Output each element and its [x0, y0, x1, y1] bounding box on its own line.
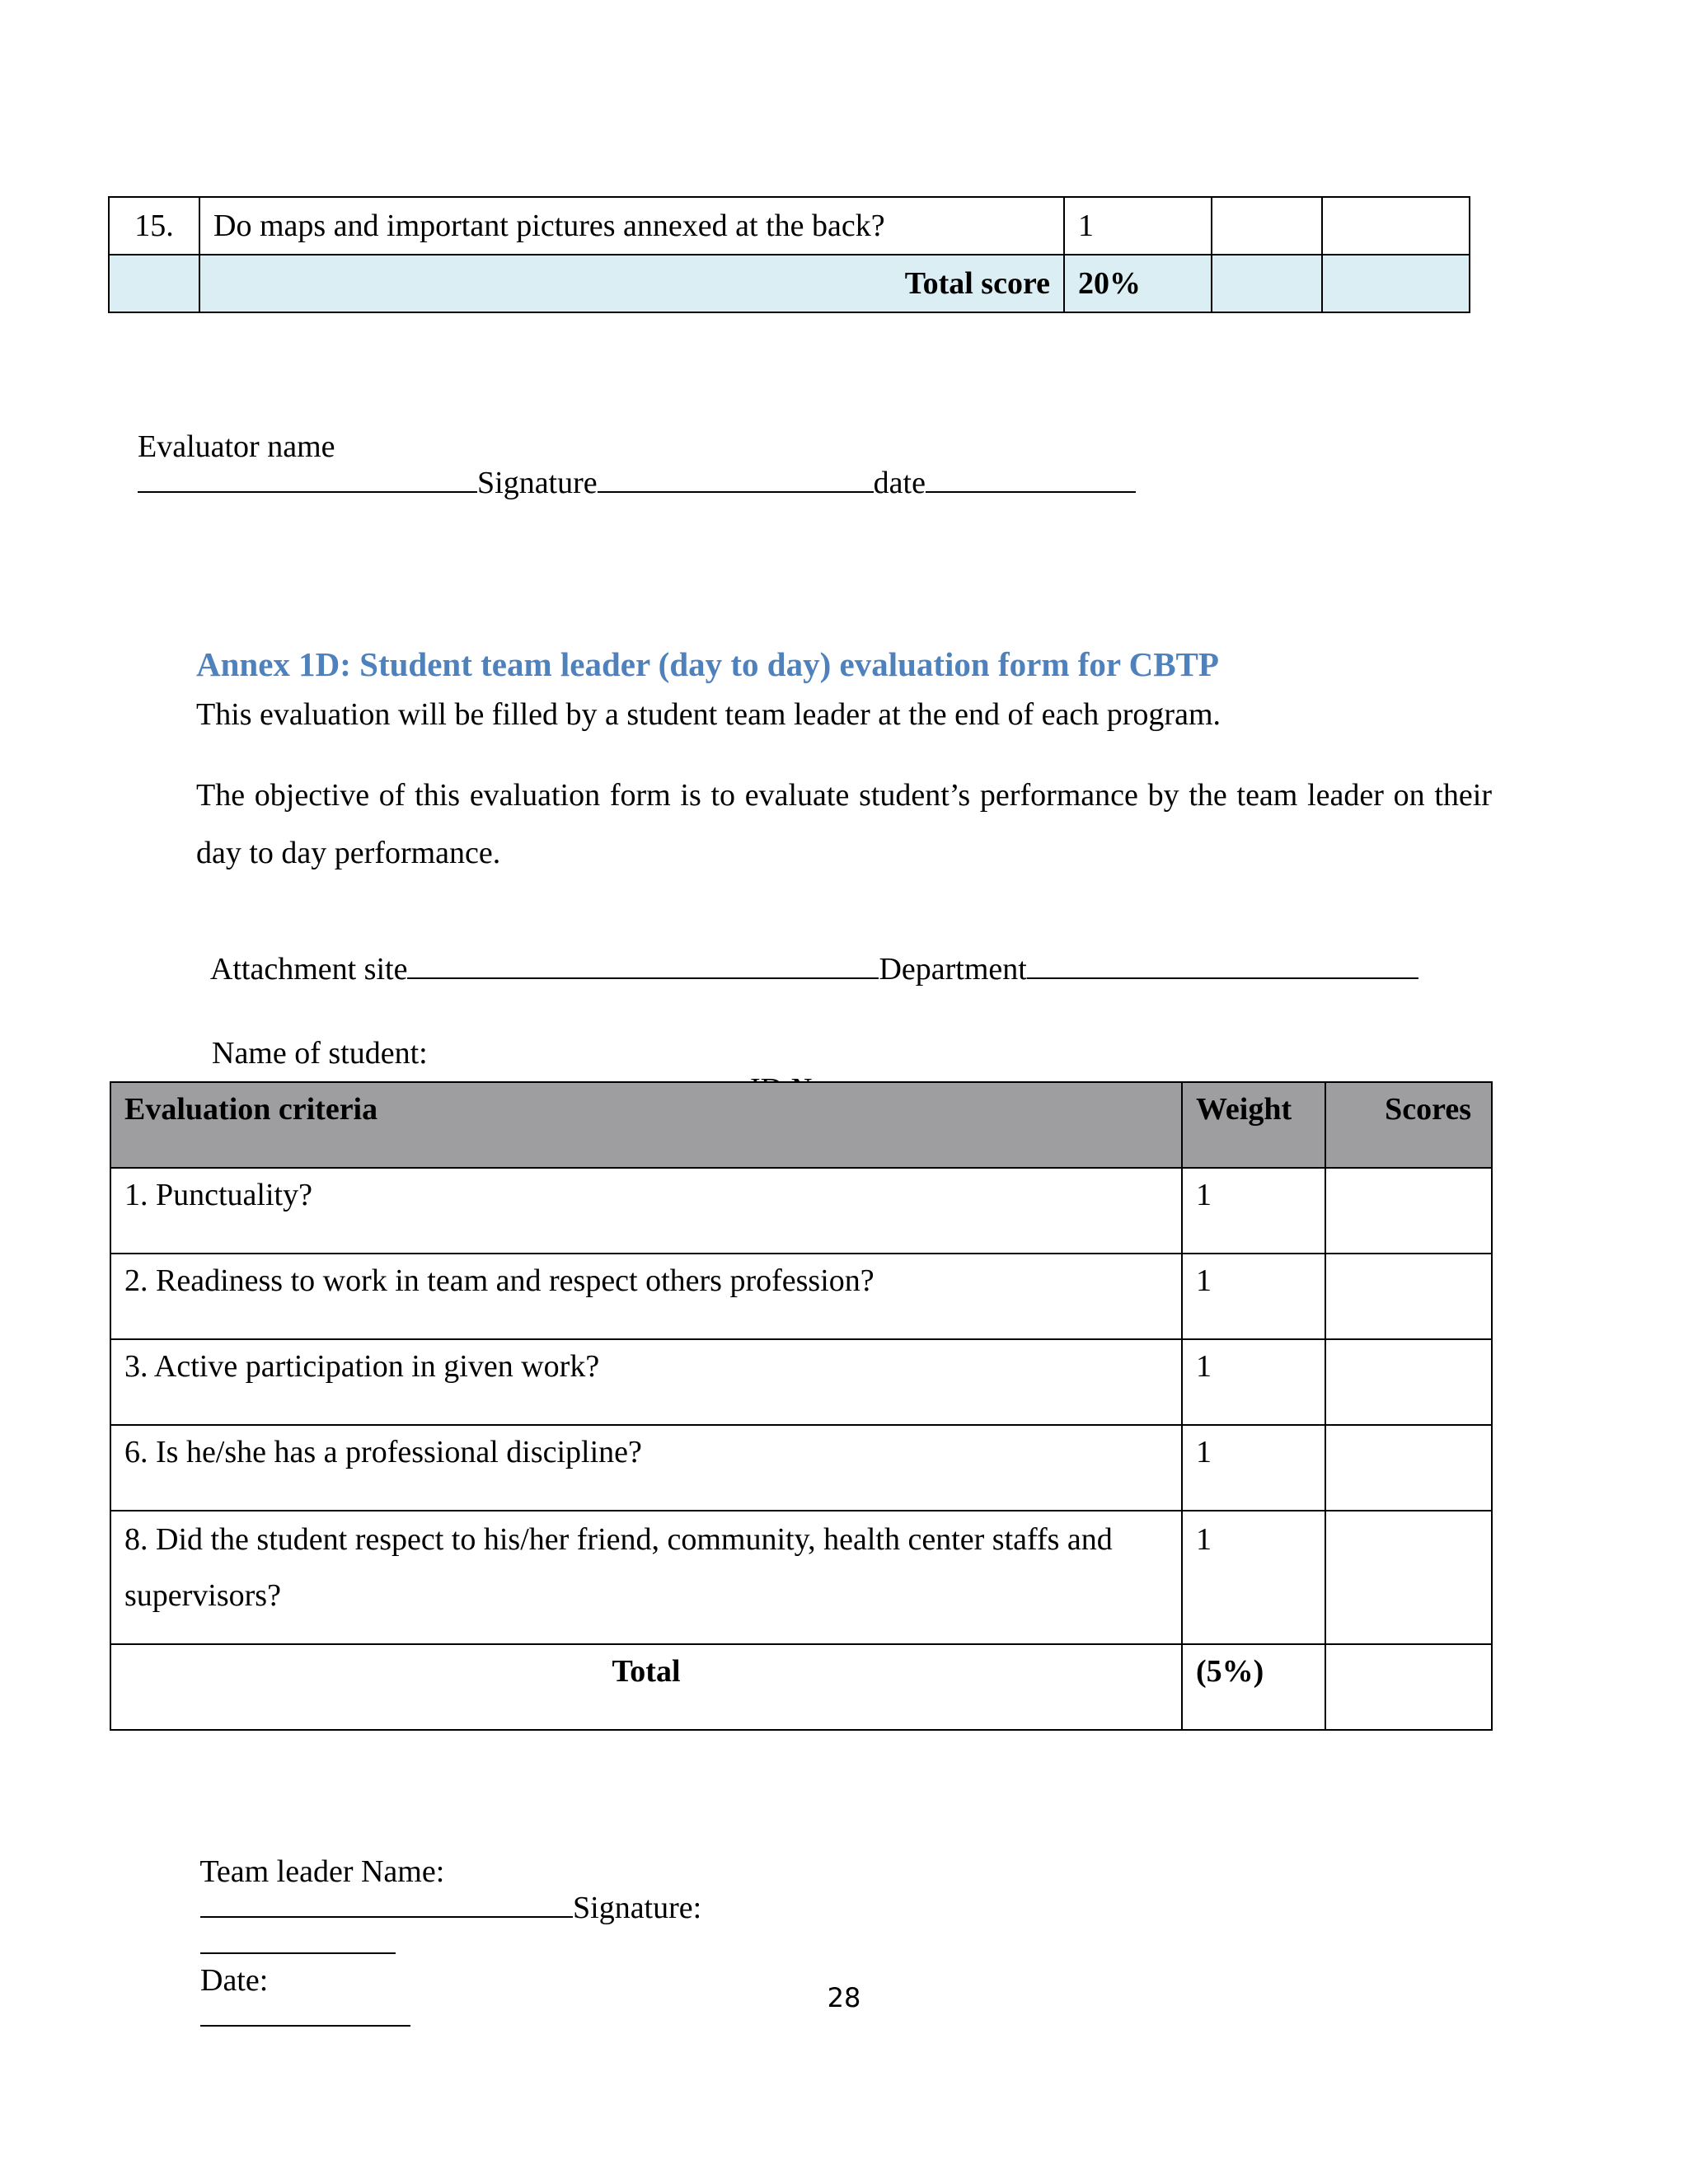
criteria-cell: 1. Punctuality?: [110, 1168, 1182, 1254]
team-leader-date-label: Date:: [200, 1963, 269, 1998]
score-cell[interactable]: [1325, 1425, 1492, 1511]
table-row: [110, 1425, 1492, 1511]
team-leader-signature-field[interactable]: [200, 1952, 396, 1954]
total-score-cell[interactable]: [1212, 255, 1322, 312]
scores-header: Scores: [1325, 1082, 1492, 1168]
weight-header: Weight: [1182, 1082, 1325, 1168]
evaluator-signature-line: [122, 392, 1136, 501]
row-text: Do maps and important pictures annexed at the back?: [199, 197, 1064, 255]
total-remark-cell[interactable]: [1322, 255, 1470, 312]
table-row: [109, 197, 1470, 255]
evaluator-name-label: Evaluator name: [138, 429, 335, 464]
evaluation-table: [110, 1081, 1493, 1731]
attachment-site-label: Attachment site: [209, 952, 408, 987]
total-score-label: Total score: [199, 255, 1064, 312]
attachment-line: [196, 915, 1418, 987]
row-number: 15.: [109, 197, 199, 255]
team-leader-name-label: Team leader Name:: [199, 1854, 445, 1889]
remark-cell[interactable]: [1322, 197, 1470, 255]
weight-cell: 1: [1182, 1511, 1325, 1644]
annex-intro: This evaluation will be filled by a student team leader at the end of each program.: [196, 697, 1221, 732]
table-header-row: [110, 1082, 1492, 1168]
criteria-cell: 2. Readiness to work in team and respect others profession?: [110, 1254, 1182, 1339]
row-weight: 1: [1064, 197, 1212, 255]
total-row: [110, 1644, 1492, 1730]
table-row: [110, 1339, 1492, 1425]
total-weight: (5%): [1182, 1644, 1325, 1730]
criteria-header: Evaluation criteria: [110, 1082, 1182, 1168]
weight-cell: 1: [1182, 1254, 1325, 1339]
annex-objective: The objective of this evaluation form is to evaluate student’s performance by the team leader on their day to day performance.: [196, 778, 1492, 870]
score-cell[interactable]: [1212, 197, 1322, 255]
checklist-table-continuation: [108, 196, 1470, 313]
evaluator-date-field[interactable]: [926, 491, 1136, 493]
total-score-cell[interactable]: [1325, 1644, 1492, 1730]
attachment-site-field[interactable]: [407, 977, 879, 979]
team-leader-date-field[interactable]: [200, 2025, 410, 2027]
total-score-value: 20%: [1064, 255, 1212, 312]
criteria-cell: 6. Is he/she has a professional discipline?: [110, 1425, 1182, 1511]
criteria-cell: 8. Did the student respect to his/her friend, community, health center staffs and supervisors?: [110, 1511, 1182, 1644]
score-cell[interactable]: [1325, 1339, 1492, 1425]
evaluator-signature-label: Signature: [477, 466, 598, 500]
criteria-cell: 3. Active participation in given work?: [110, 1339, 1182, 1425]
evaluator-date-label: date: [873, 466, 926, 500]
department-label: Department: [879, 952, 1027, 987]
weight-cell: 1: [1182, 1168, 1325, 1254]
table-row: [110, 1168, 1492, 1254]
score-cell[interactable]: [1325, 1168, 1492, 1254]
department-field[interactable]: [1027, 977, 1418, 979]
score-cell[interactable]: [1325, 1511, 1492, 1644]
empty-cell: [109, 255, 199, 312]
table-row: [110, 1511, 1492, 1644]
weight-cell: 1: [1182, 1425, 1325, 1511]
team-leader-signature-label: Signature:: [573, 1891, 702, 1925]
table-row: [110, 1254, 1492, 1339]
evaluator-name-field[interactable]: [138, 491, 477, 493]
page-number: 28: [827, 1982, 861, 2013]
score-cell[interactable]: [1325, 1254, 1492, 1339]
evaluator-signature-field[interactable]: [598, 491, 874, 493]
annex-title: Annex 1D: Student team leader (day to day) evaluation form for CBTP: [196, 645, 1219, 683]
student-name-label: Name of student:: [212, 1036, 428, 1071]
weight-cell: 1: [1182, 1339, 1325, 1425]
total-score-row: [109, 255, 1470, 312]
total-label: Total: [110, 1644, 1182, 1730]
team-leader-name-field[interactable]: [200, 1916, 573, 1918]
